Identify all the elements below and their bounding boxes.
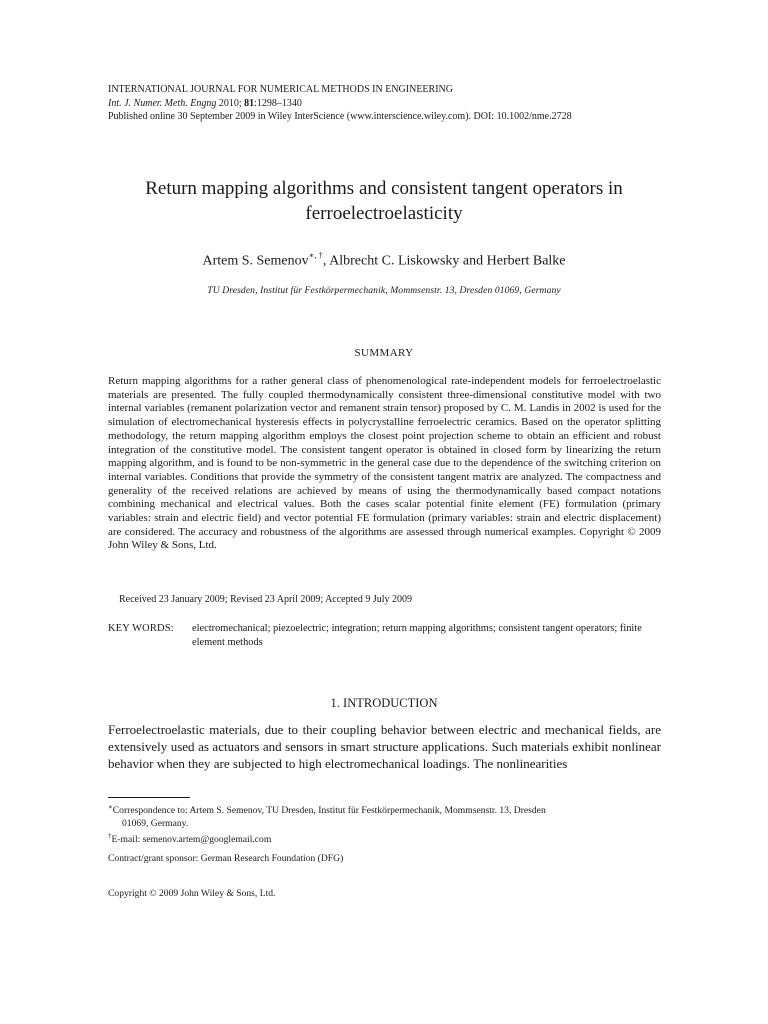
keywords-label: KEY WORDS: (108, 623, 174, 634)
received-dates: Received 23 January 2009; Revised 23 April 2009; Accepted 9 July 2009 (119, 594, 413, 605)
author-first: Artem S. Semenov (202, 253, 309, 269)
author-list (60, 251, 708, 270)
footnote-mark-dagger: † (108, 832, 112, 841)
section-heading-introduction: 1. INTRODUCTION (330, 696, 438, 710)
keywords-text: electromechanical; piezoelectric; integration; return mapping algorithms; consistent tangent operators; finite element methods (192, 623, 642, 648)
footnote-correspondence-cont: 01069, Germany. (122, 818, 189, 830)
publication-info: Published online 30 September 2009 in Wiley InterScience (www.interscience.wiley.com). DOI: 10.1002/nme.2728 (108, 111, 572, 122)
citation-year: 2010; (216, 97, 245, 109)
copyright-notice: Copyright © 2009 John Wiley & Sons, Ltd. (108, 888, 276, 899)
citation-abbrev: Int. J. Numer. Meth. Engng (108, 97, 217, 109)
citation-volume: 81 (244, 97, 255, 109)
footnotes (108, 801, 661, 846)
footnote-mark-asterisk: ∗ (108, 803, 113, 811)
journal-citation (108, 97, 668, 111)
footnote-correspondence-text: Correspondence to: Artem S. Semenov, TU Dresden, Institut für Festkörpermechanik, Mommsenstr. 13, Dresden (112, 805, 546, 817)
abstract-text: Return mapping algorithms for a rather general class of phenomenological rate-independent models for ferroelectroelastic materials are presented. The fully coupled thermodynamically consistent three-dimensional constitutive model with two internal variables (remanent polarization vector and remanent strain tensor) proposed by C. M. Landis in 2002 is used for the simulation of electromechanical hysteresis effects in polycrystalline ferroelectric ceramics. Based on the operator splitting methodology, the return mapping algorithm employs the closest point projection scheme to obtain an efficient and robust integration of the constitutive model. The consistent tangent operator is obtained in closed form by linearizing the return mapping algorithm, and is found to be non-symmetric in the general case due to the dependence of the switching criterion on internal variables. Conditions that provide the symmetry of the consistent tangent matrix are analyzed. The compactness and generality of the received relations are achieved by means of using the thermodynamically based compact notations combining mechanical and electrical values. Both the cases scalar potential finite element (FE) formulation (primary variables: strain and electric field) and vector potential FE formulation (primary variables: strain and electric displacement) are considered. The accuracy and robustness of the algorithms are assessed through numerical examples. Copyright © 2009 John Wiley & Sons, Ltd. (108, 375, 661, 552)
grant-sponsor: Contract/grant sponsor: German Research Foundation (DFG) (108, 853, 344, 864)
affiliation: TU Dresden, Institut für Festkörpermechanik, Mommsenstr. 13, Dresden 01069, Germany (207, 285, 561, 296)
author-footnote-marks: ∗, † (308, 250, 323, 260)
footnote-divider (108, 797, 190, 798)
journal-header (108, 83, 668, 124)
summary-heading: SUMMARY (354, 347, 414, 359)
paper-title-line-2: ferroelectroelasticity (305, 203, 463, 224)
paper-title-line-1: Return mapping algorithms and consistent tangent operators in (145, 178, 623, 199)
footnote-email (108, 830, 661, 846)
citation-pages: :1298–1340 (254, 97, 302, 109)
paper-title (60, 176, 708, 226)
journal-name: INTERNATIONAL JOURNAL FOR NUMERICAL METHODS IN ENGINEERING (108, 84, 453, 95)
keywords-block (108, 622, 668, 650)
introduction-text: Ferroelectroelastic materials, due to their coupling behavior between electric and mechanical fields, are extensively used as actuators and sensors in smart structure applications. Such materials exhibit nonlinear behavior when they are subjected to high electromechanical loadings. The nonlinearities (108, 722, 661, 772)
footnote-email-text: E-mail: semenov.artem@googlemail.com (111, 834, 272, 846)
author-rest: , Albrecht C. Liskowsky and Herbert Balke (322, 253, 566, 269)
footnote-correspondence (108, 801, 661, 817)
